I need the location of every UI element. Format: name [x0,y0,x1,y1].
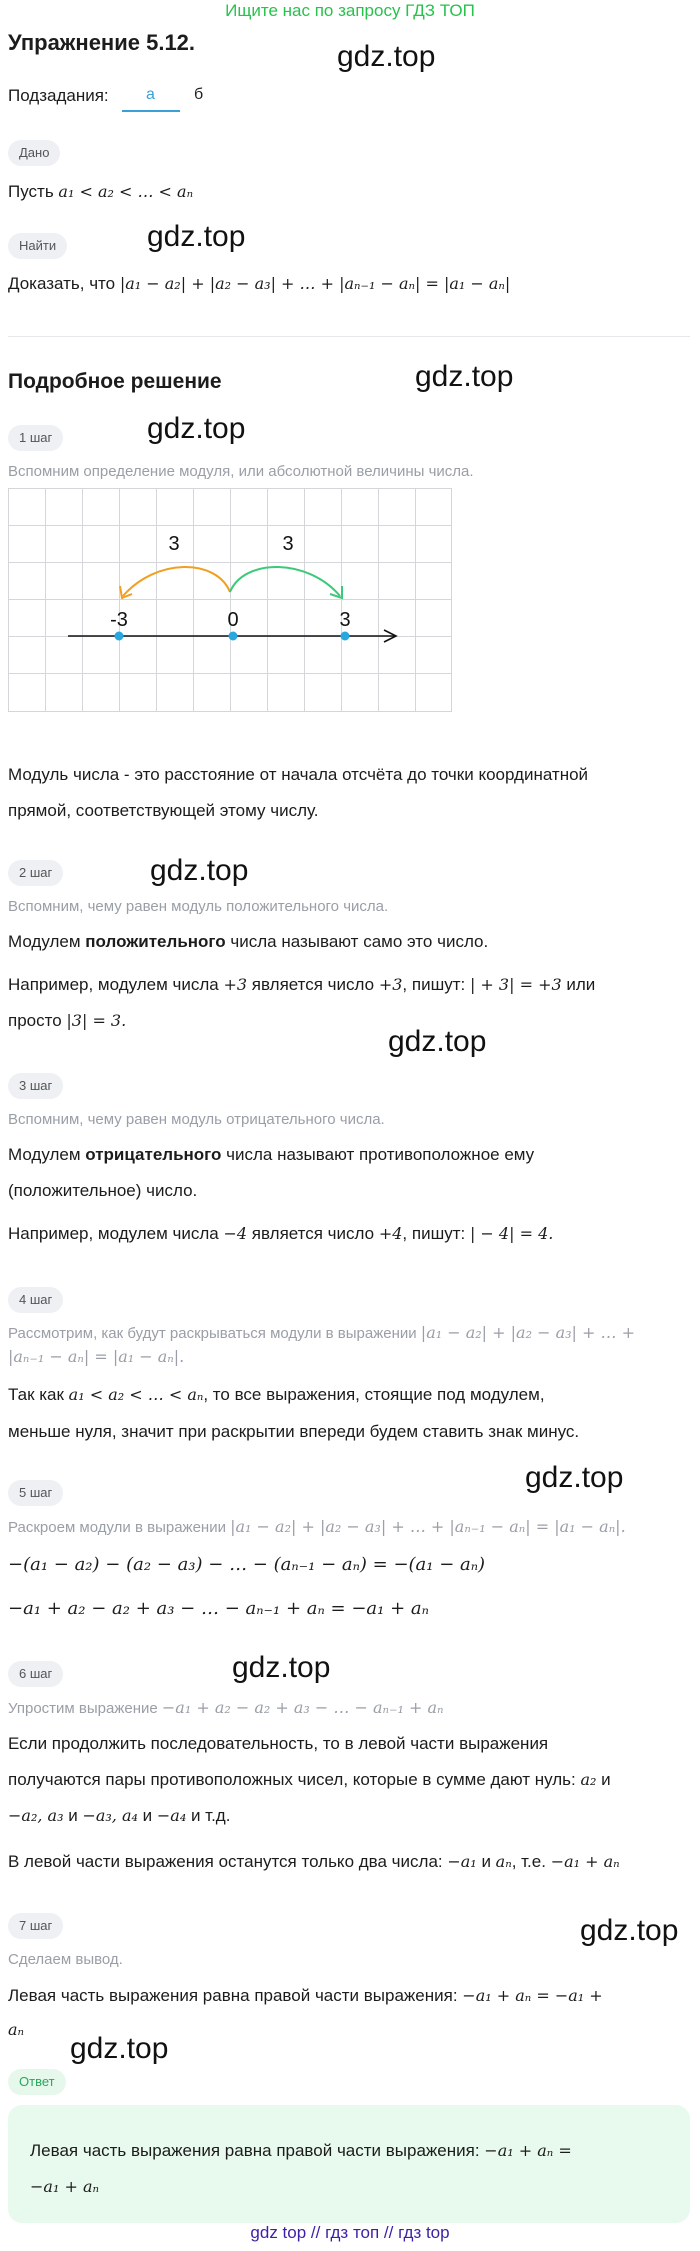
step-6-line-4: В левой части выражения останутся только два числа: −a₁ и aₙ, т.е. −a₁ + aₙ [8,1852,620,1871]
find-text: Доказать, что [8,274,116,293]
step-2-hint: Вспомним, чему равен модуль положительного числа. [8,898,389,915]
step-2-line-3: просто |3| = 3. [8,1011,127,1030]
point-3 [341,632,350,641]
step-2-line-1: Модулем положительного числа называют само это число. [8,932,489,951]
grid [8,488,452,712]
watermark: gdz.top [147,412,246,445]
point-label-0: 0 [227,609,239,631]
step-2-badge: 2 шаг [8,860,63,886]
watermark: gdz.top [150,854,249,887]
arc-left-label: 3 [168,533,180,555]
step-5-hint: Раскроем модули в выражении |a₁ − a₂| + |a₂ − a₃| + … + |aₙ₋₁ − aₙ| = |a₁ − aₙ|. [8,1517,626,1536]
step-7-line-2: aₙ [8,2020,25,2039]
arc-right [230,567,340,596]
watermark: gdz.top [580,1914,679,1947]
arc-left [123,567,230,596]
step-4-line-2: меньше нуля, значит при раскрытии впереди будем ставить знак минус. [8,1422,580,1441]
find-statement [8,272,692,296]
watermark: gdz.top [525,1461,624,1494]
step-6-hint: Упростим выражение −a₁ + a₂ − a₂ + a₃ − … − aₙ₋₁ + aₙ [8,1698,444,1717]
step-4-line-1: Так как a₁ < a₂ < … < aₙ, то все выражения, стоящие под модулем, [8,1385,545,1404]
tab-subtask-b[interactable]: б [194,86,204,103]
step-5-badge: 5 шаг [8,1480,63,1506]
answer-line-2: −a₁ + aₙ [30,2177,99,2196]
search-banner-link[interactable]: Ищите нас по запросу ГДЗ ТОП [225,1,475,20]
subtasks-label: Подзадания: [8,86,109,105]
bottom-links[interactable]: gdz top // гдз топ // гдз top [250,2223,450,2242]
step-5-formula-2: −a₁ + a₂ − a₂ + a₃ − … − aₙ₋₁ + aₙ = −a₁ + aₙ [8,1598,429,1619]
arc-right-label: 3 [282,533,294,555]
step-5-formula-1: −(a₁ − a₂) − (a₂ − a₃) − … − (aₙ₋₁ − aₙ) = −(a₁ − aₙ) [8,1554,486,1575]
step-1-badge: 1 шаг [8,425,63,451]
active-tab-indicator [122,110,180,112]
watermark: gdz.top [147,220,246,253]
step-1-hint: Вспомним определение модуля, или абсолютной величины числа. [8,463,474,480]
step-4-hint-line-1: Рассмотрим, как будут раскрываться модули в выражении |a₁ − a₂| + |a₂ − a₃| + … + [8,1323,635,1342]
answer-line-1: Левая часть выражения равна правой части выражения: −a₁ + aₙ = [30,2141,572,2160]
step-1-text-line-1: Модуль числа - это расстояние от начала отсчёта до точки координатной [8,765,589,784]
point-neg3 [115,632,124,641]
point-0 [229,632,238,641]
step-1-text-line-2: прямой, соответствующей этому числу. [8,801,319,820]
step-4-badge: 4 шаг [8,1287,63,1313]
step-3-badge: 3 шаг [8,1073,63,1099]
step-6-badge: 6 шаг [8,1661,63,1687]
given-statement [8,180,692,204]
watermark: gdz.top [337,40,436,73]
watermark: gdz.top [232,1651,331,1684]
find-formula: |a₁ − a₂| + |a₂ − a₃| + … + |aₙ₋₁ − aₙ| = |a₁ − aₙ| [119,274,511,293]
solution-title: Подробное решение [8,370,222,393]
step-6-line-3: −a₂, a₃ и −a₃, a₄ и −a₄ и т.д. [8,1806,231,1825]
step-3-line-1: Модулем отрицательного числа называют противоположное ему [8,1145,535,1164]
find-badge: Найти [8,233,67,259]
answer-box [8,2105,690,2223]
step-3-hint: Вспомним, чему равен модуль отрицательного числа. [8,1111,385,1128]
given-badge: Дано [8,140,60,166]
step-6-line-1: Если продолжить последовательность, то в левой части выражения [8,1734,549,1753]
step-6-line-2: получаются пары противоположных чисел, которые в сумме дают нуль: a₂ и [8,1770,611,1789]
step-3-line-3: Например, модулем числа −4 является число +4, пишут: | − 4| = 4. [8,1224,554,1243]
step-7-badge: 7 шаг [8,1913,63,1939]
answer-badge: Ответ [8,2069,66,2095]
point-label-neg3: -3 [110,609,128,631]
number-line-figure [8,488,452,712]
divider [8,336,690,337]
page-title: Упражнение 5.12. [8,30,196,55]
given-formula: a₁ < a₂ < … < aₙ [58,182,194,201]
point-label-3: 3 [339,609,351,631]
step-7-line-1: Левая часть выражения равна правой части выражения: −a₁ + aₙ = −a₁ + [8,1986,603,2005]
step-4-hint-line-2: |aₙ₋₁ − aₙ| = |a₁ − aₙ|. [8,1347,185,1366]
step-7-hint: Сделаем вывод. [8,1951,123,1968]
watermark: gdz.top [388,1025,487,1058]
step-2-line-2: Например, модулем числа +3 является число +3, пишут: | + 3| = +3 или [8,975,596,994]
tab-subtask-a[interactable]: а [146,86,155,103]
given-text: Пусть [8,182,54,201]
watermark: gdz.top [70,2032,169,2065]
watermark: gdz.top [415,360,514,393]
step-3-line-2: (положительное) число. [8,1181,198,1200]
